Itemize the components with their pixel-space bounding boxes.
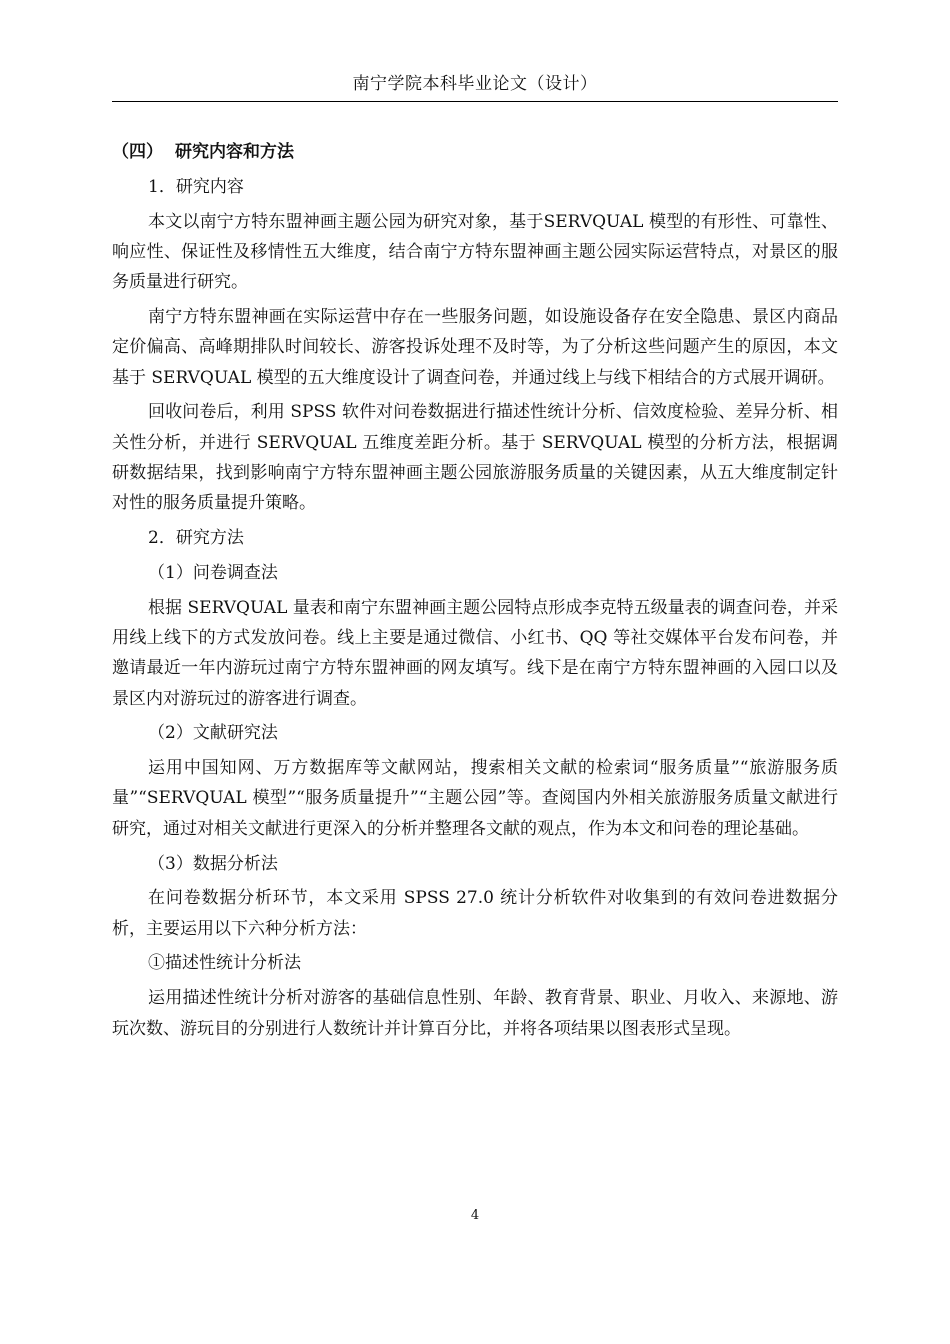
paragraph-data-analysis-method: 在问卷数据分析环节，本文采用 SPSS 27.0 统计分析软件对收集到的有效问卷进数据分析，主要运用以下六种分析方法：: [112, 888, 838, 939]
section-title: 研究内容和方法: [175, 142, 294, 162]
page-body: [112, 137, 838, 1048]
paragraph-research-object: 本文以南宁方特东盟神画主题公园为研究对象，基于SERVQUAL 模型的有形性、可靠性、响应性、保证性及移情性五大维度，结合南宁方特东盟神画主题公园实际运营特点，对景区的服务质量进行研究。: [112, 211, 838, 293]
section-number: （四）: [112, 142, 163, 162]
paragraph-descriptive-statistics: 运用描述性统计分析对游客的基础信息性别、年龄、教育背景、职业、月收入、来源地、游玩次数、游玩目的分别进行人数统计并计算百分比，并将各项结果以图表形式呈现。: [112, 988, 838, 1039]
paragraph-data-analysis: 回收问卷后，利用 SPSS 软件对问卷数据进行描述性统计分析、信效度检验、差异分析、相关性分析，并进行 SERVQUAL 五维度差距分析。基于 SERVQUAL 模型的分析方法，根据调研数据结果，找到影响南宁方特东盟神画主题公园旅游服务质量的关键因素，从五大维度制定针对性的服务质量提升策略。: [112, 402, 838, 514]
page-number: 4: [470, 1208, 480, 1223]
paragraph-literature: 运用中国知网、万方数据库等文献网站，搜索相关文献的检索词“服务质量”“旅游服务质量”“SERVQUAL 模型”“服务质量提升”“主题公园”等。查阅国内外相关旅游服务质量文献进行研究，通过对相关文献进行更深入的分析并整理各文献的观点，作为本文和问卷的理论基础。: [112, 758, 838, 839]
section-heading: [112, 137, 838, 167]
subsection-heading-research-methods: 2．研究方法: [148, 528, 244, 549]
page-header: 南宁学院本科毕业论文（设计）: [352, 74, 598, 94]
method-heading-questionnaire: （1）问卷调查法: [148, 562, 278, 583]
header-divider: [112, 101, 838, 102]
method-heading-data-analysis: （3）数据分析法: [148, 853, 278, 874]
subsection-heading-research-content: 1．研究内容: [148, 176, 244, 197]
method-heading-literature: （2）文献研究法: [148, 723, 278, 744]
analysis-heading-descriptive: ①描述性统计分析法: [148, 953, 301, 974]
paragraph-service-problems: 南宁方特东盟神画在实际运营中存在一些服务问题，如设施设备存在安全隐患、景区内商品定价偏高、高峰期排队时间较长、游客投诉处理不及时等，为了分析这些问题产生的原因，本文基于 SERVQUAL 模型的五大维度设计了调查问卷，并通过线上与线下相结合的方式展开调研。: [112, 306, 838, 388]
paragraph-questionnaire: 根据 SERVQUAL 量表和南宁东盟神画主题公园特点形成李克特五级量表的调查问卷，并采用线上线下的方式发放问卷。线上主要是通过微信、小红书、QQ 等社交媒体平台发布问卷，并邀请最近一年内游玩过南宁方特东盟神画的网友填写。线下是在南宁方特东盟神画的入园口以及景区内对游玩过的游客进行调查。: [112, 597, 838, 709]
